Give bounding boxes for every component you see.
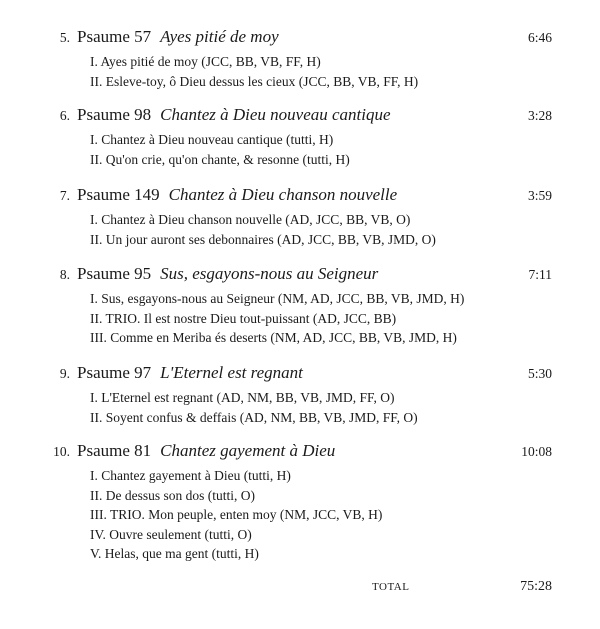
total-label: TOTAL [372,581,410,593]
track-subtitle: Sus, esgayons-nous au Seigneur [160,264,379,283]
movement-list [90,388,418,427]
track-subtitle: L'Eternel est regnant [160,363,303,382]
movement-list [90,210,436,249]
movement-item: I. Chantez à Dieu chanson nouvelle (AD, JCC, BB, VB, O) [90,212,411,227]
movement-item: II. TRIO. Il est nostre Dieu tout-puissant (AD, JCC, BB) [90,310,397,326]
movement-item: I. Chantez à Dieu nouveau cantique (tutti, H) [90,132,334,147]
track-duration: 3:59 [527,188,552,203]
track-number: 7. [59,188,70,203]
track-title [77,105,391,125]
psalm-name: Psaume 98 [77,105,152,124]
movement-item: II. Un jour auront ses debonnaires (AD, JCC, BB, VB, JMD, O) [90,231,436,247]
track-title [77,185,397,205]
movement-list [90,289,464,348]
psalm-name: Psaume 149 [77,185,160,204]
track-duration: 5:30 [527,366,552,381]
track-number: 9. [59,366,70,381]
psalm-name: Psaume 97 [77,363,152,382]
track-duration: 3:28 [527,108,552,123]
movement-item: II. De dessus son dos (tutti, O) [90,487,255,503]
track-title [77,264,378,284]
movement-item: II. Qu'on crie, qu'on chante, & resonne (tutti, H) [90,151,350,167]
track-duration: 7:11 [528,267,552,282]
movement-list [90,130,350,169]
track-number: 8. [59,267,70,282]
movement-item: V. Helas, que ma gent (tutti, H) [90,546,259,561]
psalm-name: Psaume 81 [77,441,152,460]
track-subtitle: Ayes pitié de moy [160,27,279,46]
movement-item: I. Ayes pitié de moy (JCC, BB, VB, FF, H) [90,54,321,69]
track-subtitle: Chantez à Dieu nouveau cantique [160,105,391,124]
track-title [77,441,335,461]
movement-item: I. L'Eternel est regnant (AD, NM, BB, VB, JMD, FF, O) [90,390,395,405]
movement-item: I. Chantez gayement à Dieu (tutti, H) [90,468,291,483]
movement-item: II. Esleve-toy, ô Dieu dessus les cieux (JCC, BB, VB, FF, H) [90,73,419,89]
track-duration: 10:08 [521,444,552,459]
movement-item: III. Comme en Meriba és deserts (NM, AD, JCC, BB, VB, JMD, H) [90,330,457,345]
movement-item: IV. Ouvre seulement (tutti, O) [90,526,252,542]
track-duration: 6:46 [527,30,552,45]
track-number: 10. [53,444,70,459]
movement-list [90,52,418,91]
track-title [77,363,303,383]
movement-item: I. Sus, esgayons-nous au Seigneur (NM, AD, JCC, BB, VB, JMD, H) [90,291,465,306]
total-duration: 75:28 [520,579,552,594]
track-number: 6. [59,108,70,123]
track-subtitle: Chantez à Dieu chanson nouvelle [168,185,398,204]
psalm-name: Psaume 95 [77,264,152,283]
track-number: 5. [59,30,70,45]
track-subtitle: Chantez gayement à Dieu [160,441,336,460]
movement-item: II. Soyent confus & deffais (AD, NM, BB, VB, JMD, FF, O) [90,409,418,425]
movement-item: III. TRIO. Mon peuple, enten moy (NM, JCC, VB, H) [90,507,383,522]
track-title [77,27,279,47]
movement-list [90,466,382,564]
psalm-name: Psaume 57 [77,27,152,46]
